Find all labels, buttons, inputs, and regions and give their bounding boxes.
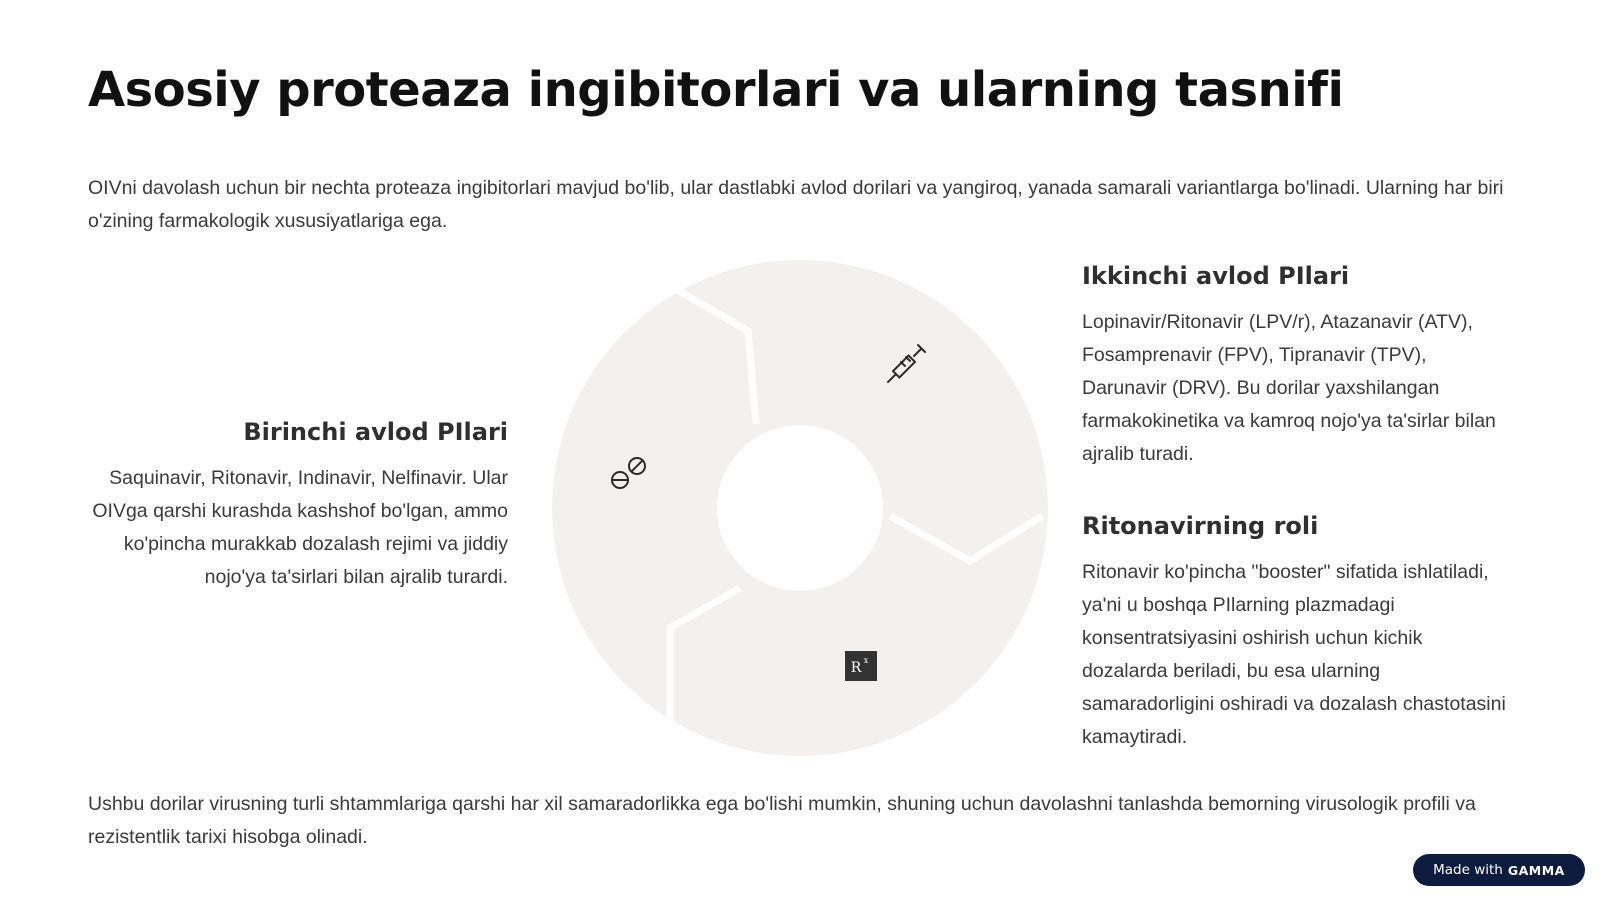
made-with-gamma-badge[interactable] — [1413, 854, 1585, 886]
prescription-superscript: x — [863, 656, 869, 665]
first-gen-text: Saquinavir, Ritonavir, Indinavir, Nelfinavir. Ular OIVga qarshi kurashda kashshof bo'lgan, ammo ko'pincha murakkab dozalash rejimi va jiddiy nojo'ya ta'sirlari bilan ajralib turardi. — [92, 467, 508, 588]
second-gen-text: Lopinavir/Ritonavir (LPV/r), Atazanavir (ATV), Fosamprenavir (FPV), Tipranavir (TPV), Darunavir (DRV). Bu dorilar yaxshilangan farmakokinetika va kamroq nojo'ya ta'sirlar bilan ajralib turadi. — [1082, 311, 1496, 465]
gamma-logo: GAMMA — [1507, 862, 1565, 878]
diagram-ring — [552, 260, 1048, 756]
slide-title: Asosiy proteaza ingibitorlari va ularning tasnifi — [88, 62, 1344, 118]
cycle-diagram — [550, 258, 1050, 758]
badge-prefix: Made with — [1433, 862, 1503, 878]
first-gen-heading: Birinchi avlod PIlari — [243, 418, 508, 446]
prescription-glyph: R — [850, 660, 862, 676]
ritonavir-role-block — [1082, 512, 1512, 754]
intro-paragraph: OIVni davolash uchun bir nechta proteaza ingibitorlari mavjud bo'lib, ular dastlabki avlod dorilari va yangiroq, yanada samarali variantlarga bo'linadi. Ularning har biri o'zining farmakologik xususiyatlariga ega. — [88, 177, 1504, 232]
ritonavir-role-heading: Ritonavirning roli — [1082, 512, 1319, 540]
footer-paragraph: Ushbu dorilar virusning turli shtammlariga qarshi har xil samaradorlikka ega bo'lishi mumkin, shuning uchun davolashni tanlashda bemorning virusologik profili va rezistentlik tarixi hisobga olinadi. — [88, 793, 1476, 848]
second-gen-heading: Ikkinchi avlod PIlari — [1082, 262, 1350, 290]
ritonavir-role-text: Ritonavir ko'pincha "booster" sifatida ishlatiladi, ya'ni u boshqa PIlarning plazmadagi konsentratsiyasini oshirish uchun kichik dozalarda beriladi, bu esa ularning samaradorligini oshiradi va dozalash chastotasini kamaytiradi. — [1082, 561, 1506, 748]
second-gen-block — [1082, 262, 1512, 471]
first-gen-block — [88, 418, 508, 594]
prescription-icon — [845, 651, 877, 681]
